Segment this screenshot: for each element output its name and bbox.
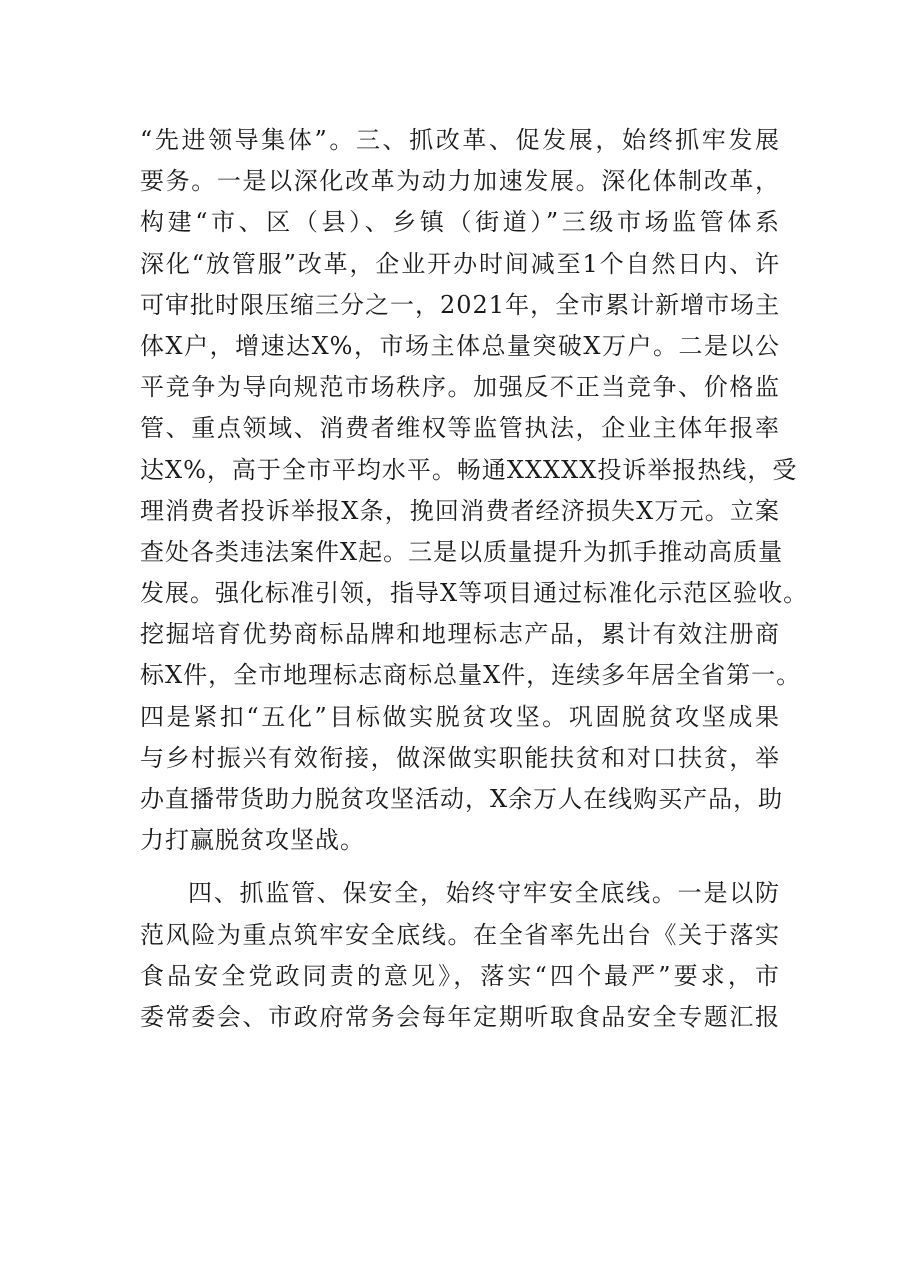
text-line: 挖掘培育优势商标品牌和地理标志产品，累计有效注册商 <box>140 620 780 649</box>
text-line: 发展。强化标准引领，指导X等项目通过标准化示范区验收。 <box>140 579 809 608</box>
text-line: 达X%，高于全市平均水平。畅通XXXXX投诉举报热线，受 <box>140 455 798 484</box>
text-line: 查处各类违法案件X起。三是以质量提升为抓手推动高质量 <box>140 537 784 566</box>
text-line: 四、抓监管、保安全，始终守牢安全底线。一是以防 <box>188 879 780 908</box>
text-line: 管、重点领域、消费者维权等监管执法，企业主体年报率 <box>140 414 780 443</box>
text-line: 平竞争为导向规范市场秩序。加强反不正当竞争、价格监 <box>140 373 780 402</box>
text-line: 理消费者投诉举报X条，挽回消费者经济损失X万元。立案 <box>140 496 780 525</box>
text-line: “先进领导集体”。三、抓改革、促发展，始终抓牢发展 <box>140 126 780 154</box>
text-line: 标X件，全市地理标志商标总量X件，连续多年居全省第一。 <box>140 661 802 690</box>
text-line: 范风险为重点筑牢安全底线。在全省率先出台《关于落实 <box>140 920 780 949</box>
text-line: 四是紧扣“五化”目标做实脱贫攻坚。巩固脱贫攻坚成果 <box>140 702 780 731</box>
text-line: 要务。一是以深化改革为动力加速发展。深化体制改革， <box>140 167 780 196</box>
paragraph-spacer <box>140 861 780 873</box>
text-line: 办直播带货助力脱贫攻坚活动，X余万人在线购买产品，助 <box>140 785 784 813</box>
paragraph-2 <box>140 873 780 1038</box>
text-line: 构建“市、区（县）、乡镇（街道）”三级市场监管体系 <box>140 208 780 237</box>
paragraph-1 <box>140 120 809 861</box>
text-line: 体X户，增速达X%，市场主体总量突破X万户。二是以公 <box>140 331 780 360</box>
text-line: 力打赢脱贫攻坚战。 <box>140 826 365 855</box>
text-line: 可审批时限压缩三分之一，2021年，全市累计新增市场主 <box>140 290 781 319</box>
text-line: 委常委会、市政府常务会每年定期听取食品安全专题汇报 <box>140 1002 780 1031</box>
text-line: 食品安全党政同责的意见》，落实“四个最严”要求，市 <box>140 961 780 990</box>
body-text <box>140 120 809 1038</box>
text-line: 深化“放管服”改革，企业开办时间减至1个自然日内、许 <box>140 249 780 278</box>
text-line: 与乡村振兴有效衔接，做深做实职能扶贫和对口扶贫，举 <box>140 743 780 772</box>
